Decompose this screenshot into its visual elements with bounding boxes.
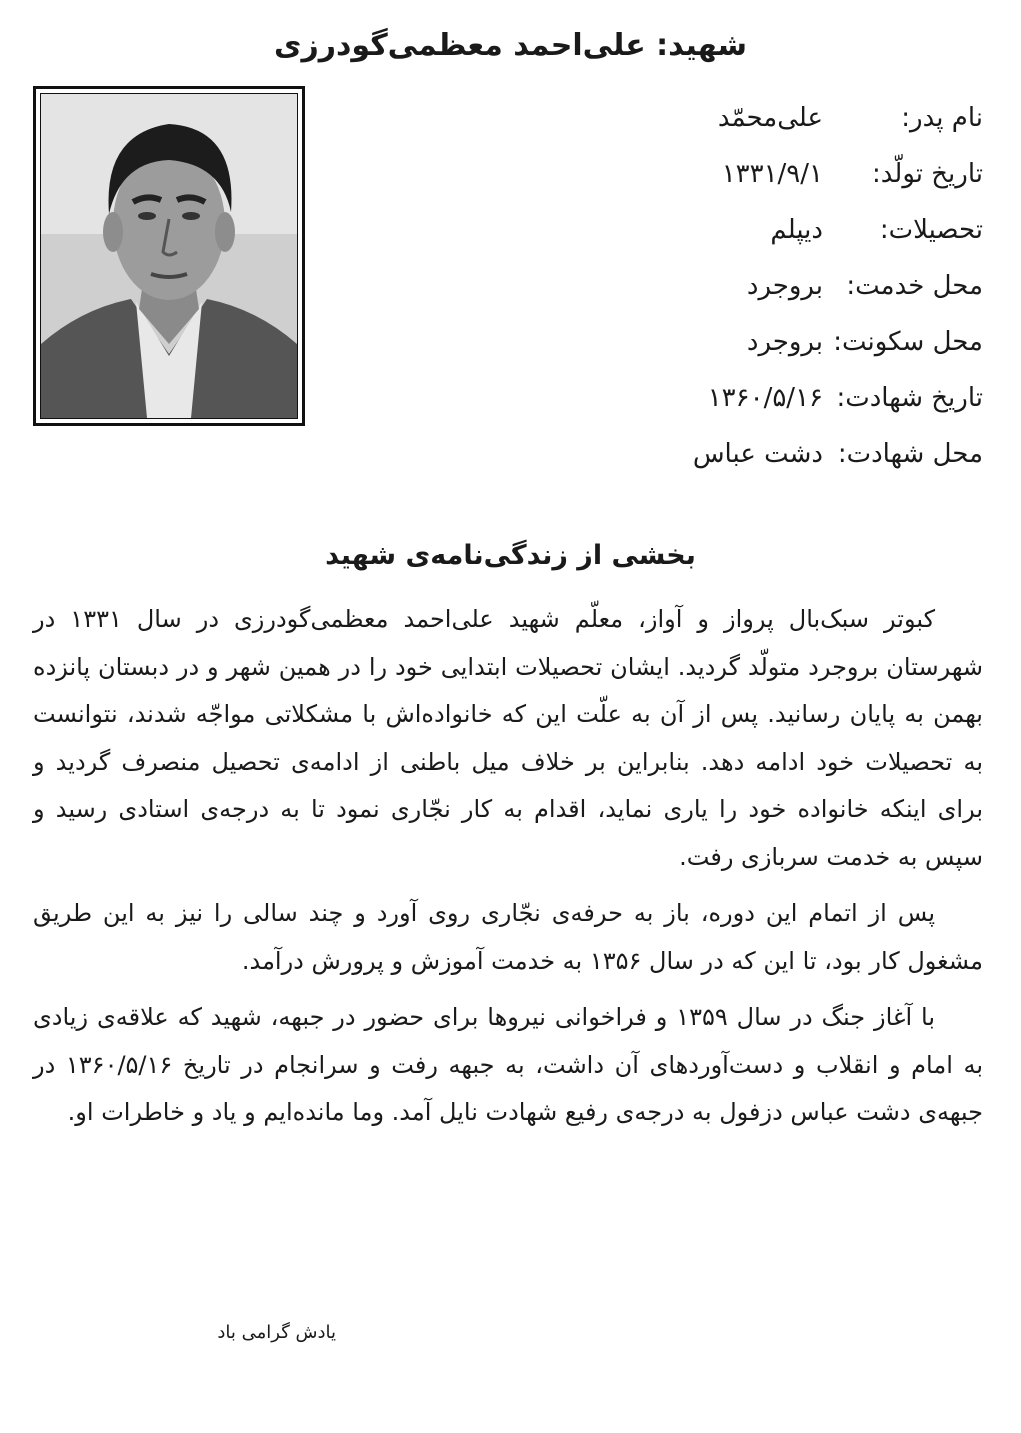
info-value: ۱۳۳۱/۹/۱: [721, 159, 823, 189]
info-row-martyrdom-date: [603, 370, 983, 426]
page-title: شهید: علی‌احمد معظمی‌گودرزی: [273, 28, 748, 63]
portrait-photo: [40, 93, 298, 419]
info-label: تاریخ شهادت:: [836, 383, 983, 413]
info-label: محل شهادت:: [837, 439, 983, 469]
info-row-birth-date: [603, 146, 983, 202]
info-value: ۱۳۶۰/۵/۱۶: [707, 383, 823, 413]
section-title: بخشی از زندگی‌نامه‌ی شهید: [325, 540, 696, 571]
info-label: تاریخ تولّد:: [872, 159, 983, 189]
info-row-martyrdom-place: [603, 426, 983, 482]
closing-line: یادش گرامی باد: [217, 1322, 336, 1343]
info-label: محل سکونت:: [833, 327, 983, 357]
portrait-photo-frame: [33, 86, 305, 426]
info-row-residence: [603, 314, 983, 370]
info-value: علی‌محمّد: [717, 103, 823, 133]
info-label: تحصیلات:: [879, 215, 983, 245]
info-row-father-name: [603, 90, 983, 146]
biographical-info: [603, 90, 983, 482]
info-row-education: [603, 202, 983, 258]
info-value: دیپلم: [770, 215, 823, 245]
info-label: نام پدر:: [901, 103, 983, 133]
bio-paragraph: پس از اتمام این دوره، باز به حرفه‌ی نجّاری روی آورد و چند سالی را نیز به این طریق مشغول کار بود، تا این که در سال ۱۳۵۶ به خدمت آموزش و پرورش درآمد.: [33, 899, 983, 975]
portrait-image: [41, 94, 297, 418]
bio-paragraph: با آغاز جنگ در سال ۱۳۵۹ و فراخوانی نیروها برای حضور در جبهه، شهید که علاقه‌ی زیادی به امام و انقلاب و دست‌آوردهای آن داشت، به جبهه رفت و سرانجام در تاریخ ۱۳۶۰/۵/۱۶ در جبهه‌ی دشت عباس دزفول به درجه‌ی رفیع شهادت نایل آمد. وما مانده‌ایم و یاد و خاطرات او.: [33, 1003, 984, 1126]
bio-paragraph: کبوتر سبک‌بال پرواز و آواز، معلّم شهید علی‌احمد معظمی‌گودرزی در سال ۱۳۳۱ در شهرستان بروجرد متولّد گردید. ایشان تحصیلات ابتدایی خود را در همین شهر و در دبستان پانزده بهمن به پایان رسانید. پس از آن به علّت این که خانواده‌اش با مشکلاتی مواجّه شدند، نتوانست به تحصیلات خود ادامه دهد. بنابراین بر خلاف میل باطنی از ادامه‌ی تحصیل منصرف گردید و برای اینکه خانواده خود را یاری نماید، اقدام به کار نجّاری نمود تا به درجه‌ی استادی رسید و سپس به خدمت سربازی رفت.: [33, 605, 983, 871]
info-value: بروجرد: [746, 271, 823, 301]
biography-text: [33, 596, 983, 1146]
info-row-place-of-service: [603, 258, 983, 314]
info-label: محل خدمت:: [846, 271, 983, 301]
info-value: بروجرد: [746, 327, 823, 357]
info-value: دشت عباس: [692, 439, 823, 469]
